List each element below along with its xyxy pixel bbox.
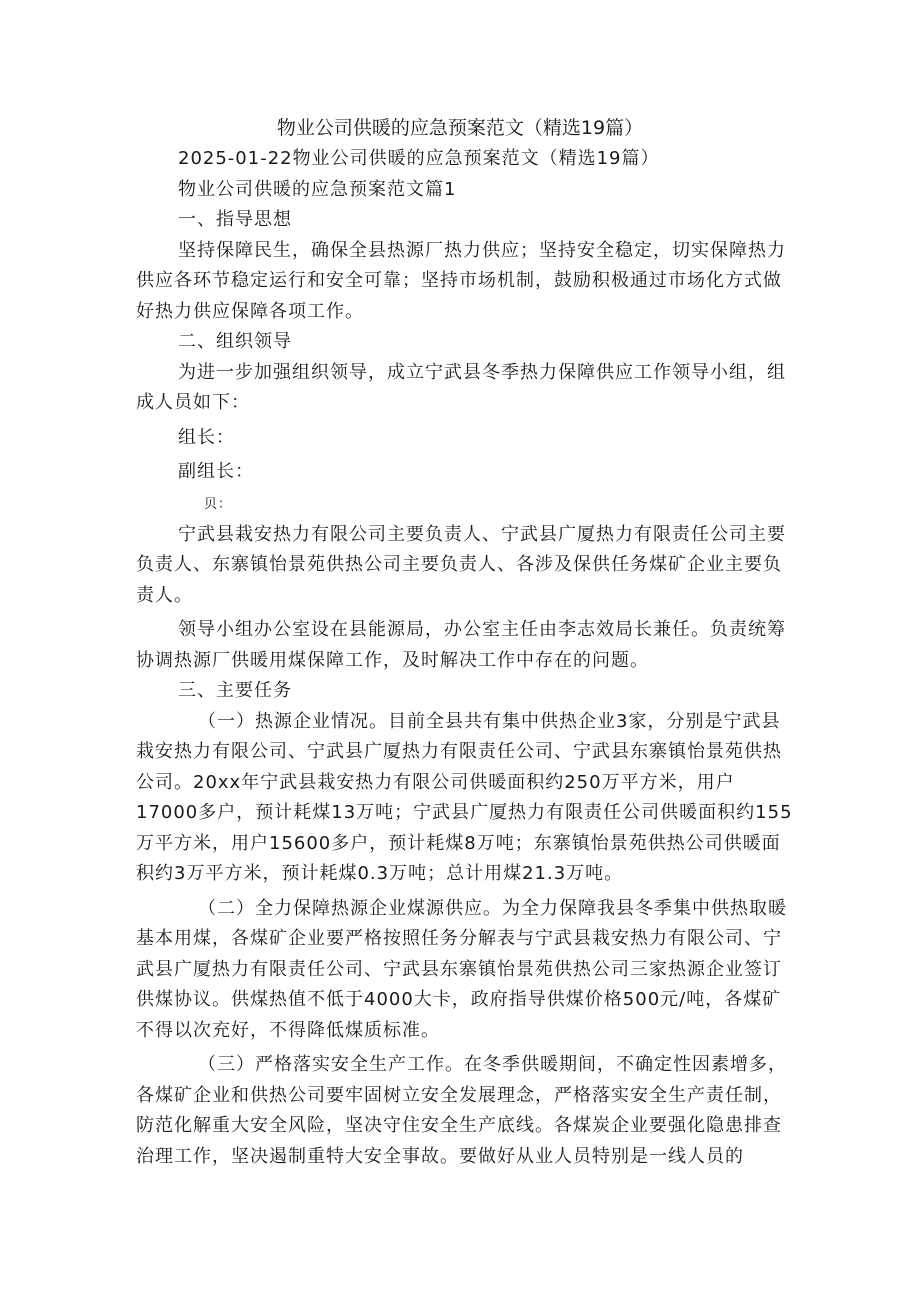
- section-heading-main-tasks: 三、主要任务: [178, 680, 292, 701]
- section-heading-organization: 二、组织领导: [178, 331, 292, 352]
- member-label: 贝：: [204, 496, 233, 512]
- paragraph-task-3: （三）严格落实安全生产工作。在冬季供暖期间，不确定性因素增多，各煤矿企业和供热公司要牢固树立安全发展理念，严格落实安全生产责任制，防范化解重大安全风险，坚决守住安全生产底线。各煤炭企业要强化隐患排查治理工作，坚决遏制重特大安全事故。要做好从业人员特别是一线人员的: [136, 1054, 787, 1167]
- paragraph-guiding-thought: 坚持保障民生，确保全县热源厂热力供应；坚持安全稳定，切实保障热力供应各环节稳定运行和安全可靠；坚持市场机制，鼓励积极通过市场化方式做好热力供应保障各项工作。: [136, 239, 786, 322]
- paragraph-organization: 为进一步加强组织领导，成立宁武县冬季热力保障供应工作领导小组，组成人员如下：: [136, 361, 786, 413]
- paragraph-members: 宁武县栽安热力有限公司主要负责人、宁武县广厦热力有限责任公司主要负责人、东寨镇怡景苑供热公司主要负责人、各涉及保供任务煤矿企业主要负责人。: [136, 523, 786, 606]
- paragraph-task-2: （二）全力保障热源企业煤源供应。为全力保障我县冬季集中供热取暖基本用煤，各煤矿企业要严格按照任务分解表与宁武县栽安热力有限公司、宁武县广厦热力有限责任公司、宁武县东寨镇怡景苑供热公司三家热源企业签订供煤协议。供煤热值不低于4000大卡，政府指导供煤价格500元/吨，各煤矿不得以次充好，不得降低煤质标准。: [136, 897, 787, 1041]
- date-line: 2025-01-22物业公司供暖的应急预案范文（精选19篇）: [178, 148, 660, 169]
- section-heading-guiding-thought: 一、指导思想: [178, 209, 292, 230]
- leader-label: 组长：: [178, 426, 235, 448]
- article-heading: 物业公司供暖的应急预案范文篇1: [178, 178, 457, 200]
- document-body: [136, 144, 796, 1172]
- paragraph-office: 领导小组办公室设在县能源局，办公室主任由李志效局长兼任。负责统筹协调热源厂供暖用煤保障工作，及时解决工作中存在的问题。: [136, 619, 786, 671]
- deputy-leader-label: 副组长：: [178, 461, 254, 482]
- paragraph-task-1: （一）热源企业情况。目前全县共有集中供热企业3家，分别是宁武县栽安热力有限公司、宁武县广厦热力有限责任公司、宁武县东寨镇怡景苑供热公司。20xx年宁武县栽安热力有限公司供暖面积约250万平方米，用户17000多户，预计耗煤13万吨；宁武县广厦热力有限责任公司供暖面积约155万平方米，用户15600多户，预计耗煤8万吨；东寨镇怡景苑供热公司供暖面积约3万平方米，预计耗煤0.3万吨；总计用煤21.3万吨。: [136, 710, 793, 884]
- document-title: 物业公司供暖的应急预案范文（精选19篇）: [276, 117, 644, 139]
